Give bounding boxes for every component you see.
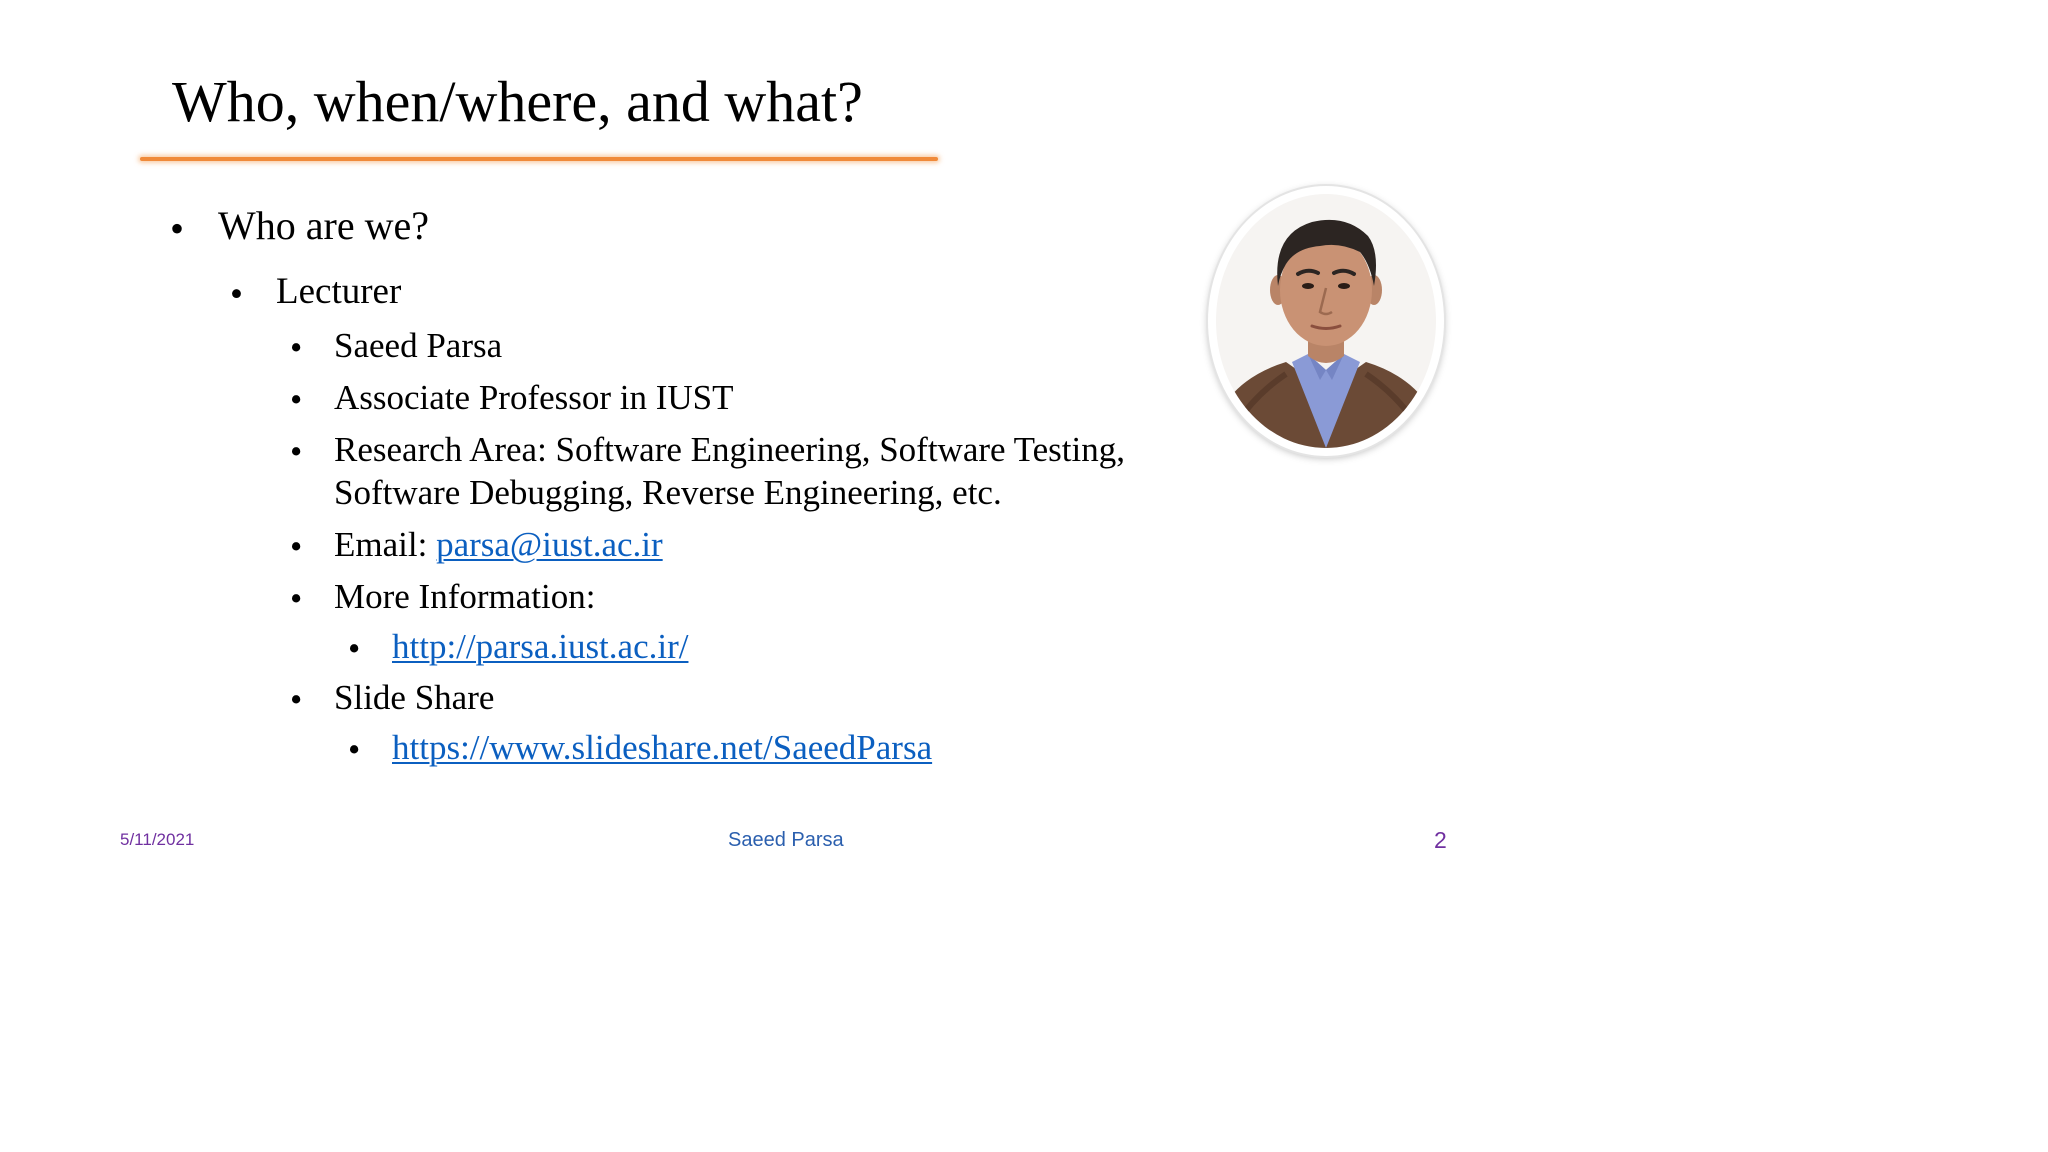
email-link[interactable]: parsa@iust.ac.ir <box>436 525 663 564</box>
bullet-research-area-line2: Software Debugging, Reverse Engineering, etc. <box>334 473 1002 512</box>
email-label: Email: <box>334 525 437 564</box>
bullet-name: Saeed Parsa <box>334 326 503 365</box>
bullet-dot: • <box>348 629 361 668</box>
bullet-dot: • <box>290 527 303 566</box>
footer-date: 5/11/2021 <box>120 830 195 849</box>
bullet-dot: • <box>290 380 303 419</box>
bullet-position: Associate Professor in IUST <box>334 378 734 417</box>
bullet-dot: • <box>290 432 303 471</box>
bullet-email <box>334 524 663 566</box>
bullet-who-are-we: Who are we? <box>218 203 429 248</box>
bullet-more-information: More Information: <box>334 577 596 616</box>
title-underline-rule <box>140 157 938 161</box>
slide-title: Who, when/where, and what? <box>172 69 863 134</box>
page-number: 2 <box>1434 827 1447 853</box>
parsa-website-link[interactable]: http://parsa.iust.ac.ir/ <box>392 627 689 666</box>
lecturer-photo <box>1208 186 1444 456</box>
bullet-dot: • <box>230 274 243 315</box>
bullet-lecturer: Lecturer <box>276 271 402 312</box>
bullet-dot: • <box>290 328 303 367</box>
bullet-slide-share: Slide Share <box>334 678 495 717</box>
portrait-icon <box>1216 194 1436 448</box>
bullet-dot: • <box>290 579 303 618</box>
footer-author: Saeed Parsa <box>728 829 844 851</box>
bullet-research-area-line1: Research Area: Software Engineering, Software Testing, <box>334 430 1125 469</box>
bullet-dot: • <box>348 730 361 769</box>
slideshare-link[interactable]: https://www.slideshare.net/SaeedParsa <box>392 728 933 767</box>
bullet-dot: • <box>170 206 185 251</box>
more-info-link-item <box>392 626 688 668</box>
slide-share-link-item <box>392 727 932 769</box>
bullet-dot: • <box>290 680 303 719</box>
